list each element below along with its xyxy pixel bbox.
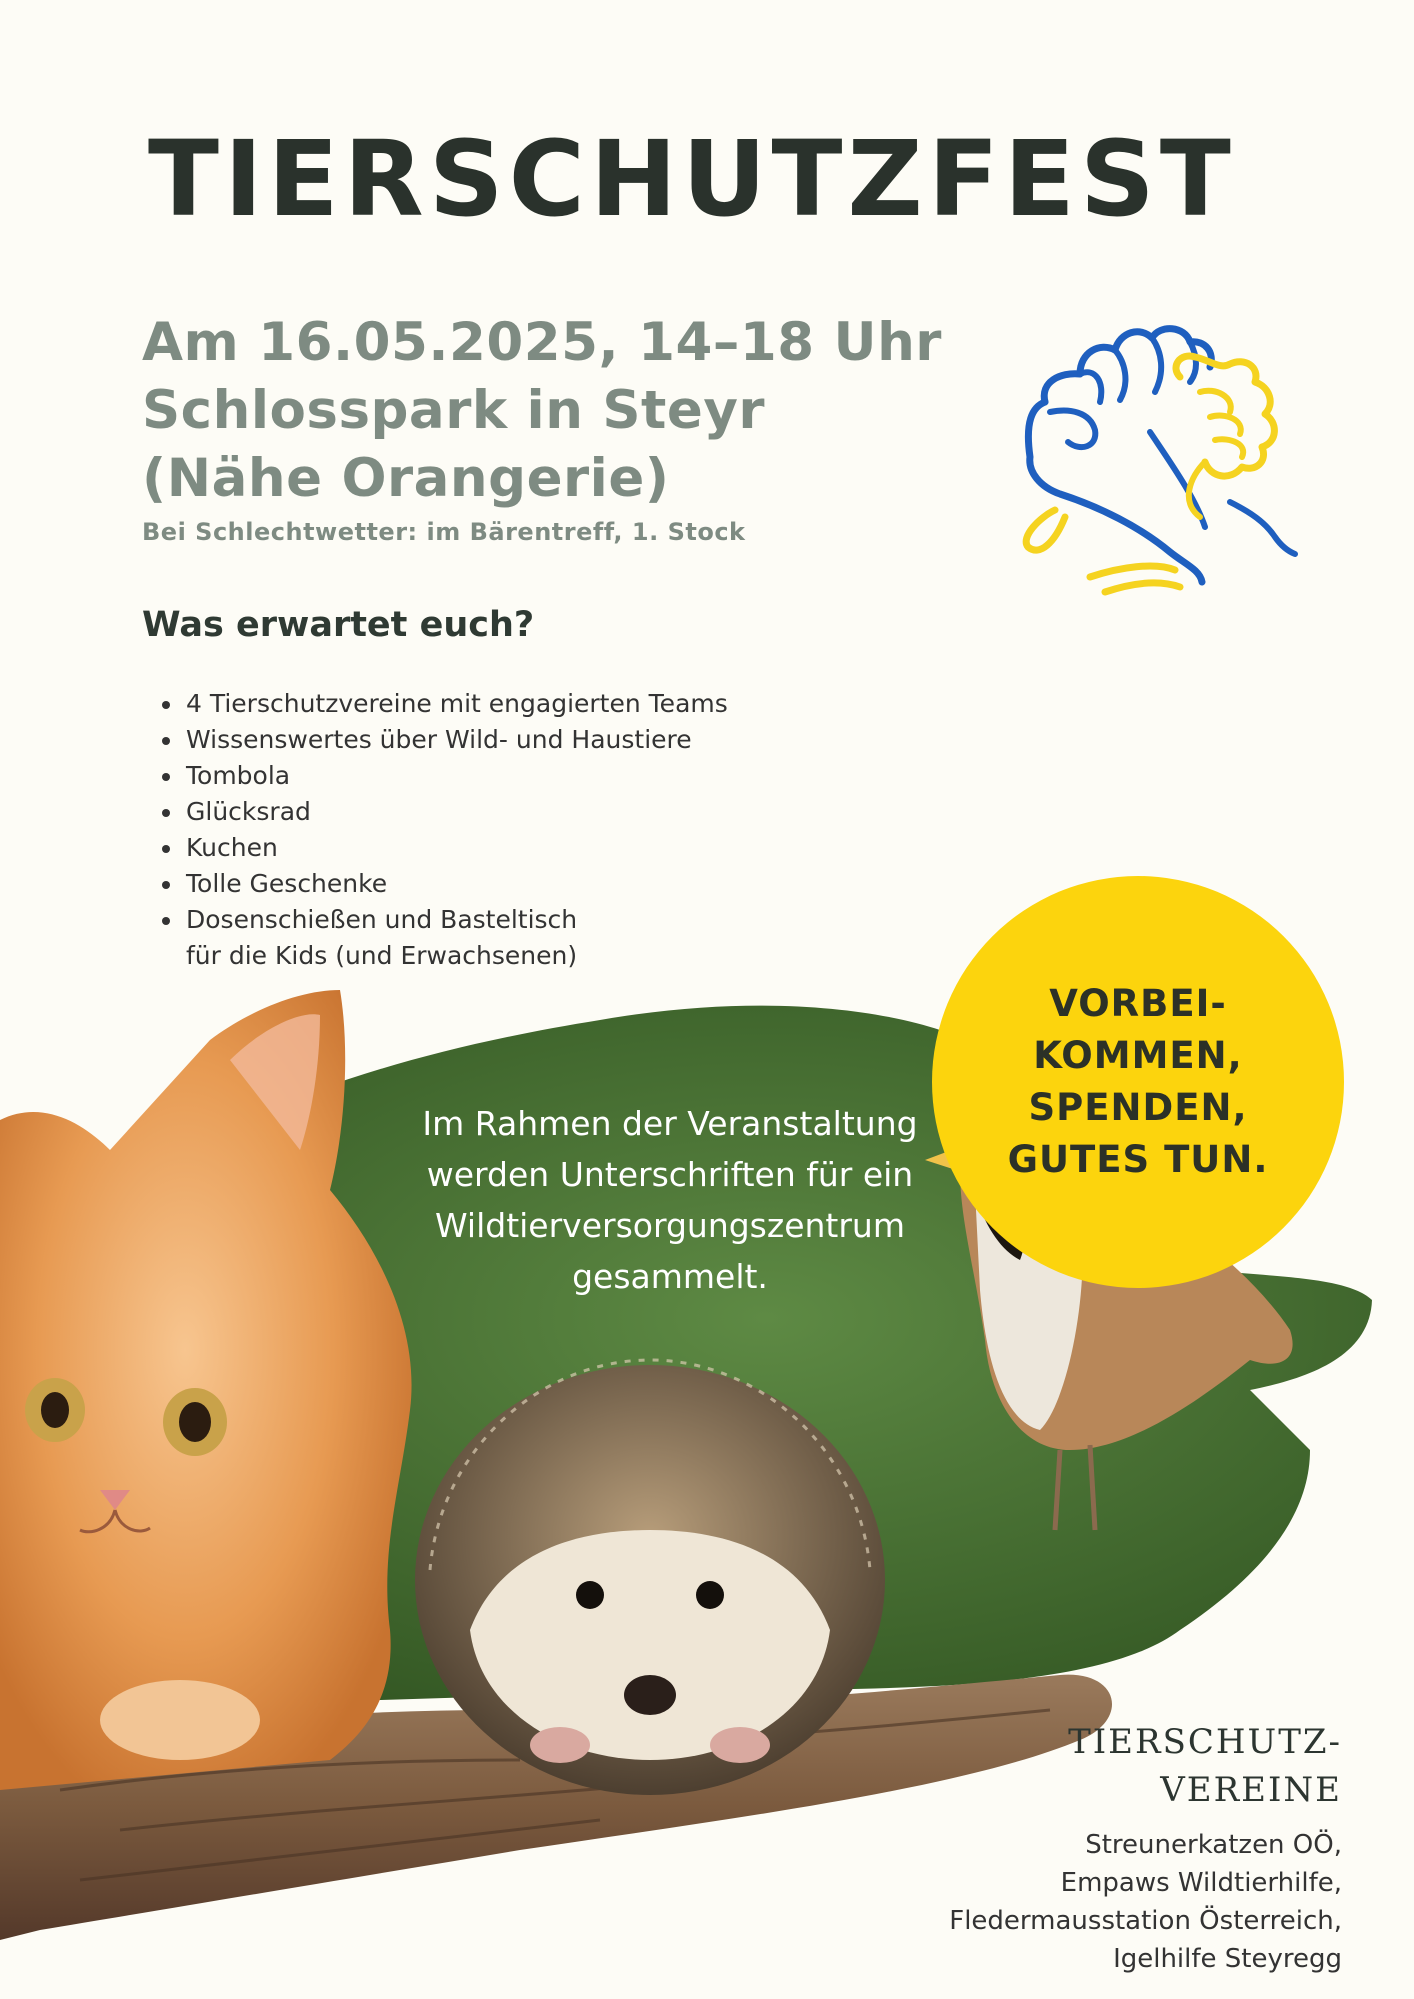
clubs-list bbox=[949, 1826, 1342, 1978]
list-item: Dosenschießen und Basteltisch für die Kids (und Erwachsenen) bbox=[160, 902, 728, 974]
list-item: Wissenswertes über Wild- und Haustiere bbox=[160, 722, 728, 758]
list-item: Glücksrad bbox=[160, 794, 728, 830]
handshake-icon bbox=[1020, 312, 1310, 612]
list-item: 4 Tierschutzvereine mit engagierten Teams bbox=[160, 686, 728, 722]
page-title: TIERSCHUTZFEST bbox=[148, 118, 1236, 240]
club-name: Igelhilfe Steyregg bbox=[1113, 1944, 1342, 1974]
signatures-text: Im Rahmen der Veranstaltung werden Unterschriften für ein Wildtierversorgungszentrum gesammelt. bbox=[422, 1104, 918, 1296]
club-name: Fledermausstation Österreich, bbox=[949, 1906, 1342, 1936]
event-place: Schlosspark in Steyr bbox=[142, 380, 766, 441]
list-item: Tolle Geschenke bbox=[160, 866, 728, 902]
clubs-heading: TIERSCHUTZ- VEREINE bbox=[1068, 1722, 1342, 1810]
club-name: Empaws Wildtierhilfe, bbox=[1060, 1868, 1342, 1898]
call-to-action-text: VORBEI- KOMMEN, SPENDEN, GUTES TUN. bbox=[1007, 982, 1269, 1181]
event-date-time: Am 16.05.2025, 14–18 Uhr bbox=[142, 312, 942, 373]
list-item: Kuchen bbox=[160, 830, 728, 866]
event-place-hint: (Nähe Orangerie) bbox=[142, 448, 670, 509]
call-to-action-circle bbox=[932, 876, 1344, 1288]
list-item: Tombola bbox=[160, 758, 728, 794]
expect-heading: Was erwartet euch? bbox=[142, 605, 535, 645]
bad-weather-note: Bei Schlechtwetter: im Bärentreff, 1. Stock bbox=[142, 518, 746, 546]
club-name: Streunerkatzen OÖ, bbox=[1085, 1830, 1342, 1860]
